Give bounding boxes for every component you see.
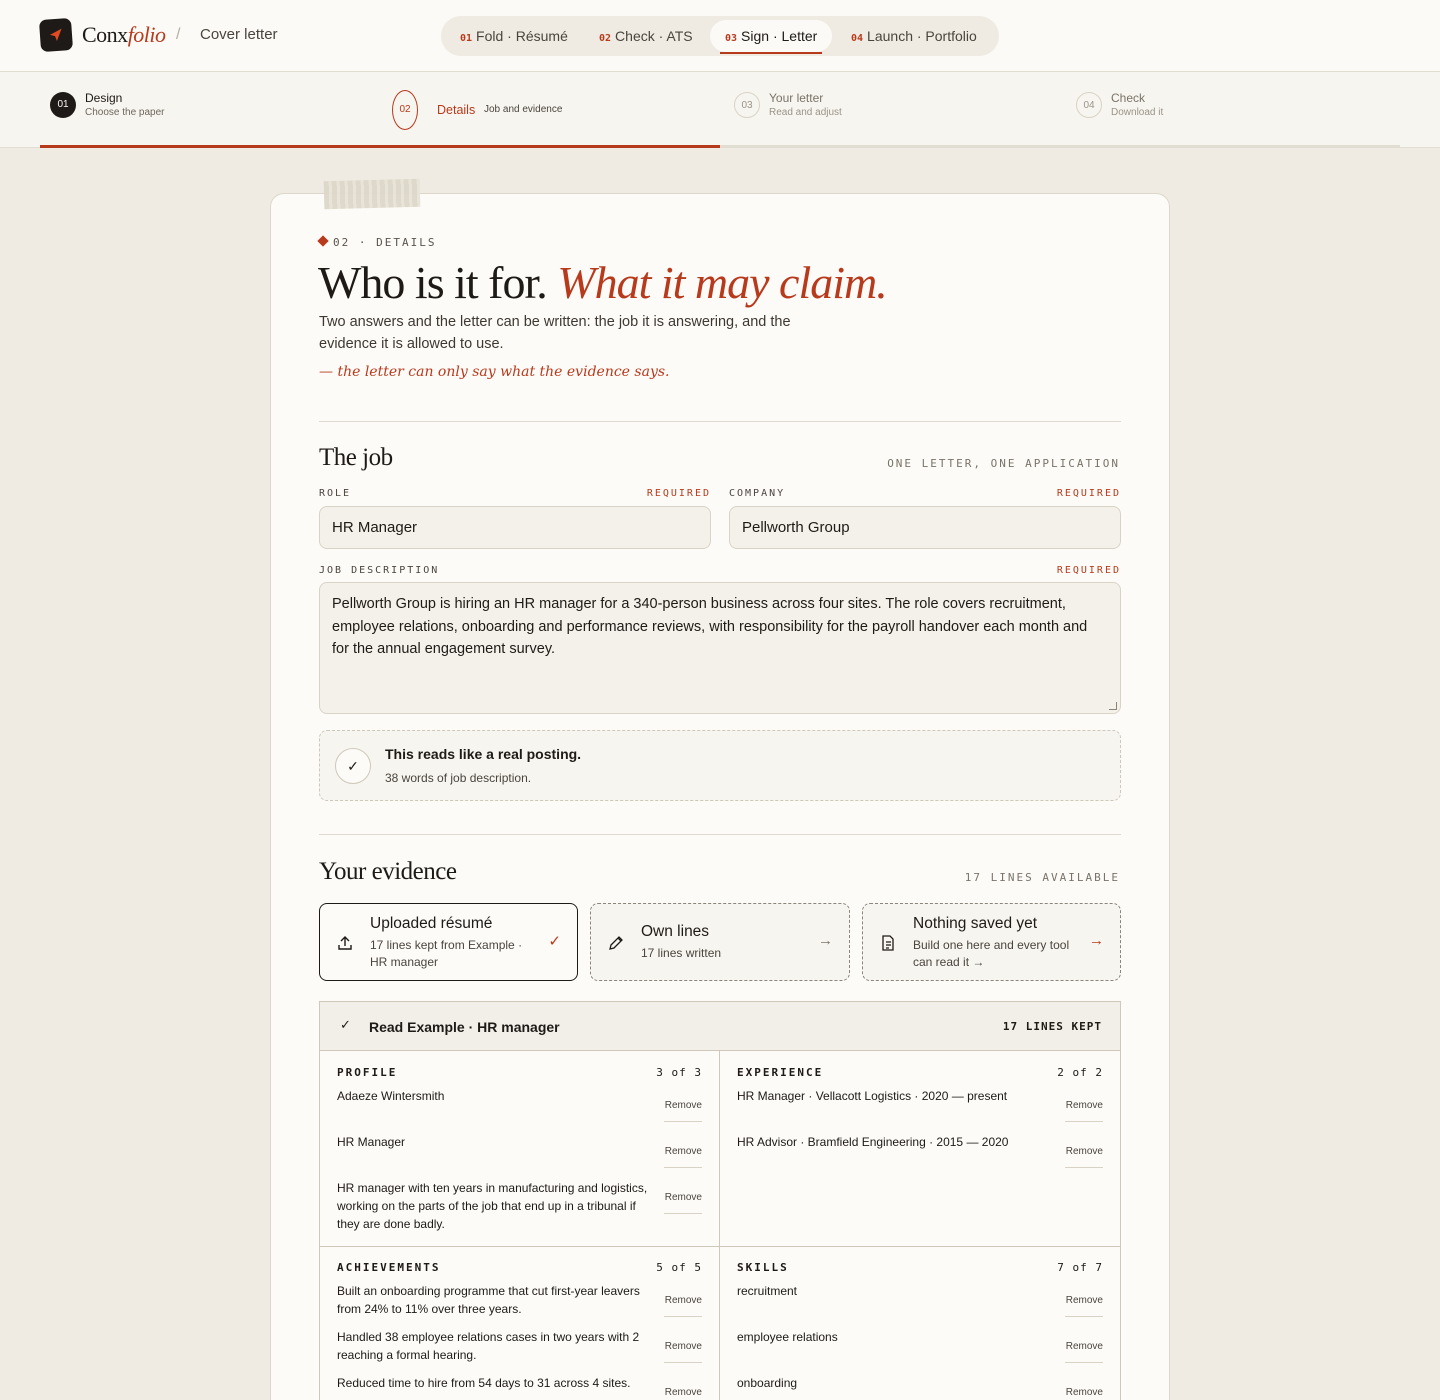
panel-title: Read Example · HR manager xyxy=(369,1019,560,1035)
tape-decoration xyxy=(324,179,421,210)
step-title: Details xyxy=(437,103,476,117)
evidence-line: HR manager with ten years in manufacturing and logistics, working on the parts of the job that end up in a tribunal if they are done badly. xyxy=(337,1181,648,1231)
job-description-textarea[interactable]: Pellworth Group is hiring an HR manager for a 340-person business across four sites. The role covers recruitment, employee relations, onboarding and performance reviews, with responsibility for the payroll handover each month and for the annual engagement survey. xyxy=(319,582,1121,714)
source-title: Nothing saved yet xyxy=(913,915,1038,932)
source-title: Own lines xyxy=(641,923,710,940)
evidence-line: onboarding xyxy=(737,1376,798,1390)
group-title-profile: PROFILE xyxy=(337,1066,398,1079)
tool-tabs xyxy=(441,16,999,56)
source-subtitle: 17 lines written xyxy=(641,946,722,960)
remove-button[interactable]: Remove xyxy=(1065,1100,1103,1122)
tab-launch-portfolio[interactable]: 04 Launch · Portfolio xyxy=(851,28,977,44)
evidence-line: Adaeze Wintersmith xyxy=(337,1089,445,1103)
notice-title: This reads like a real posting. xyxy=(385,746,582,762)
evidence-line: Reduced time to hire from 54 days to 31 across 4 sites. xyxy=(337,1376,631,1390)
group-count-profile: 3 of 3 xyxy=(656,1066,702,1079)
step-title: Design xyxy=(85,91,123,105)
source-subtitle: Build one here and every tool can read it → xyxy=(913,938,1070,969)
job-section-title: The job xyxy=(319,444,393,471)
source-uploaded-resume[interactable] xyxy=(319,903,578,981)
remove-button[interactable]: Remove xyxy=(664,1100,702,1122)
section-eyebrow: 02 · DETAILS xyxy=(319,236,436,249)
page-title: Cover letter xyxy=(200,26,278,43)
check-icon: ✓ xyxy=(335,748,371,784)
step-title: Check xyxy=(1111,91,1146,105)
arrow-right-icon: → xyxy=(818,932,833,949)
step-subtitle: Job and evidence xyxy=(484,104,563,115)
role-input[interactable]: HR Manager xyxy=(319,506,711,549)
check-icon: ✓ xyxy=(548,933,561,950)
evidence-line: HR Manager · Vellacott Logistics · 2020 — present xyxy=(737,1089,1008,1103)
diamond-icon xyxy=(317,235,328,246)
company-label: COMPANY xyxy=(729,488,786,499)
row-divider xyxy=(320,1246,1120,1247)
group-count-skills: 7 of 7 xyxy=(1057,1261,1103,1274)
company-input[interactable]: Pellworth Group xyxy=(729,506,1121,549)
step-subtitle: Download it xyxy=(1111,107,1164,118)
progress-fill xyxy=(40,145,720,148)
evidence-section-title: Your evidence xyxy=(319,858,457,885)
evidence-line: Built an onboarding programme that cut first-year leavers from 24% to 11% over three years. xyxy=(337,1284,640,1316)
top-bar xyxy=(0,0,1440,72)
evidence-panel xyxy=(319,1001,1121,1400)
lede: Two answers and the letter can be written: the job it is answering, and the evidence it is allowed to use. xyxy=(319,314,791,352)
description-required: REQUIRED xyxy=(1056,565,1121,576)
step-subtitle: Read and adjust xyxy=(769,107,842,118)
group-title-skills: SKILLS xyxy=(737,1261,789,1274)
remove-button[interactable]: Remove xyxy=(664,1146,702,1168)
source-title: Uploaded résumé xyxy=(370,915,493,932)
stepper xyxy=(0,72,1440,148)
group-title-achievements: ACHIEVEMENTS xyxy=(337,1261,441,1274)
step-number: 02 xyxy=(392,90,418,130)
step-number: 01 xyxy=(50,92,76,118)
evidence-line: HR Advisor · Bramfield Engineering · 2015 — 2020 xyxy=(737,1135,1009,1149)
evidence-line: HR Manager xyxy=(337,1135,406,1149)
breadcrumb-separator: / xyxy=(176,26,181,43)
group-count-achievements: 5 of 5 xyxy=(656,1261,702,1274)
script-note: — the letter can only say what the evidence says. xyxy=(319,364,670,380)
column-divider xyxy=(719,1051,720,1400)
app-logo[interactable]: Conxfolio xyxy=(82,22,166,47)
divider xyxy=(319,421,1121,422)
role-required: REQUIRED xyxy=(646,488,711,499)
company-required: REQUIRED xyxy=(1056,488,1121,499)
role-label: ROLE xyxy=(319,488,352,499)
remove-button[interactable]: Remove xyxy=(1065,1295,1103,1317)
notice-subtitle: 38 words of job description. xyxy=(385,771,532,785)
evidence-section-meta: 17 LINES AVAILABLE xyxy=(964,871,1120,884)
panel-header xyxy=(320,1002,1120,1051)
evidence-line: recruitment xyxy=(737,1284,798,1298)
resize-handle[interactable] xyxy=(1109,702,1117,710)
step-title: Your letter xyxy=(769,91,824,105)
remove-button[interactable]: Remove xyxy=(1065,1341,1103,1363)
check-icon: ✓ xyxy=(340,1017,351,1032)
source-subtitle: 17 lines kept from Example · HR manager xyxy=(370,938,523,969)
progress-bar xyxy=(40,145,1400,148)
remove-button[interactable]: Remove xyxy=(1065,1146,1103,1168)
tab-check-ats[interactable]: 02 Check · ATS xyxy=(599,28,693,44)
step-number: 03 xyxy=(734,92,760,118)
headline: Who is it for. What it may claim. xyxy=(318,257,887,308)
remove-button[interactable]: Remove xyxy=(664,1341,702,1363)
pencil-icon xyxy=(607,934,625,952)
source-nothing-saved[interactable] xyxy=(862,903,1121,981)
description-label: JOB DESCRIPTION xyxy=(319,565,440,576)
document-icon xyxy=(879,934,897,952)
upload-icon xyxy=(336,934,354,952)
remove-button[interactable]: Remove xyxy=(1065,1387,1103,1400)
step-subtitle: Choose the paper xyxy=(85,107,165,118)
arrow-right-icon: → xyxy=(1089,932,1104,949)
remove-button[interactable]: Remove xyxy=(664,1192,702,1214)
paper-plane-icon[interactable] xyxy=(39,18,73,52)
tab-fold-resume[interactable]: 01 Fold · Résumé xyxy=(460,28,568,44)
group-title-experience: EXPERIENCE xyxy=(737,1066,824,1079)
step-number: 04 xyxy=(1076,92,1102,118)
tab-sign-letter[interactable]: 03 Sign · Letter xyxy=(710,20,832,52)
panel-meta: 17 LINES KEPT xyxy=(1002,1020,1102,1033)
posting-check-notice xyxy=(319,730,1121,801)
job-section-meta: ONE LETTER, ONE APPLICATION xyxy=(887,457,1120,470)
evidence-line: employee relations xyxy=(737,1330,838,1344)
remove-button[interactable]: Remove xyxy=(664,1387,702,1400)
evidence-line: Handled 38 employee relations cases in two years with 2 reaching a formal hearing. xyxy=(337,1330,640,1362)
remove-button[interactable]: Remove xyxy=(664,1295,702,1317)
group-count-experience: 2 of 2 xyxy=(1057,1066,1103,1079)
divider xyxy=(319,834,1121,835)
source-own-lines[interactable] xyxy=(590,903,850,981)
